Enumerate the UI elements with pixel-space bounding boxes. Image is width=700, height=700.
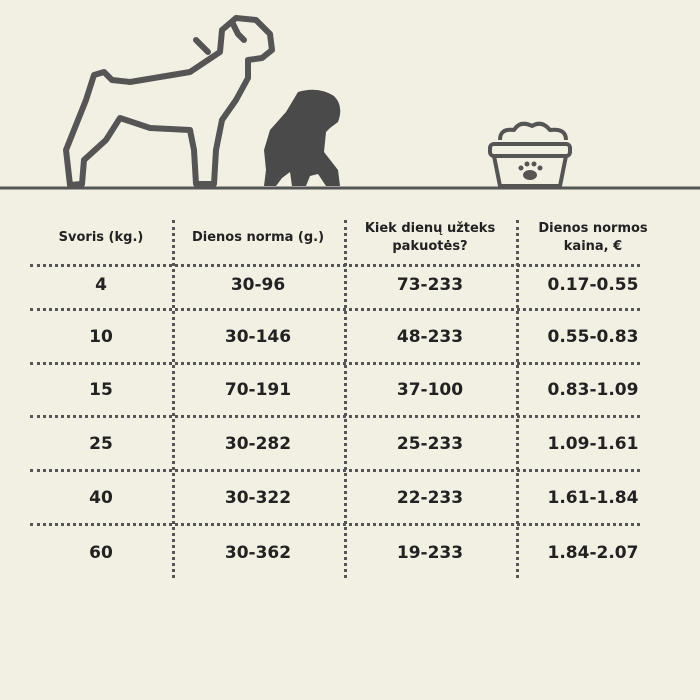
cell-daily-cost: 0.55-0.83 — [547, 327, 639, 347]
puppy-silhouette-icon — [264, 90, 340, 186]
cell-days-lasting: 25-233 — [396, 434, 464, 454]
cell-weight: 15 — [89, 380, 113, 400]
cell-daily-cost: 1.84-2.07 — [547, 543, 639, 563]
table-row — [30, 419, 670, 469]
table-row — [30, 528, 670, 578]
cell-daily-norm: 30-146 — [224, 327, 292, 347]
table-row — [30, 473, 670, 523]
cell-days-lasting: 73-233 — [396, 275, 464, 295]
header-illustration — [0, 0, 700, 200]
cell-days-lasting: 22-233 — [396, 488, 464, 508]
row-divider — [30, 523, 640, 526]
cell-daily-cost: 0.17-0.55 — [547, 275, 639, 295]
cell-daily-norm: 30-282 — [224, 434, 292, 454]
cell-daily-norm: 30-322 — [224, 488, 292, 508]
cell-days-lasting: 19-233 — [396, 543, 464, 563]
cell-daily-norm: 30-362 — [224, 543, 292, 563]
table-row — [30, 312, 670, 362]
paw-icon — [519, 162, 543, 181]
cell-daily-norm: 70-191 — [224, 380, 292, 400]
row-divider — [30, 415, 640, 418]
cell-weight: 10 — [89, 327, 113, 347]
cell-weight: 4 — [95, 275, 107, 295]
table-row — [30, 260, 670, 310]
header-daily-cost: Dienos normos kaina, € — [538, 221, 648, 254]
row-divider — [30, 469, 640, 472]
cell-daily-cost: 1.09-1.61 — [547, 434, 639, 454]
cell-days-lasting: 48-233 — [396, 327, 464, 347]
table-row — [30, 365, 670, 415]
cell-daily-norm: 30-96 — [230, 275, 286, 295]
header-days-lasting: Kiek dienų užteks pakuotės? — [364, 221, 496, 254]
header-daily-norm: Dienos norma (g.) — [191, 230, 325, 245]
header-weight: Svoris (kg.) — [58, 230, 144, 245]
cell-weight: 40 — [89, 488, 113, 508]
cell-daily-cost: 1.61-1.84 — [547, 488, 639, 508]
cell-daily-cost: 0.83-1.09 — [547, 380, 639, 400]
feeding-table — [30, 210, 670, 590]
cell-weight: 60 — [89, 543, 113, 563]
cell-weight: 25 — [89, 434, 113, 454]
adult-dog-outline-icon — [66, 18, 272, 185]
cell-days-lasting: 37-100 — [396, 380, 464, 400]
